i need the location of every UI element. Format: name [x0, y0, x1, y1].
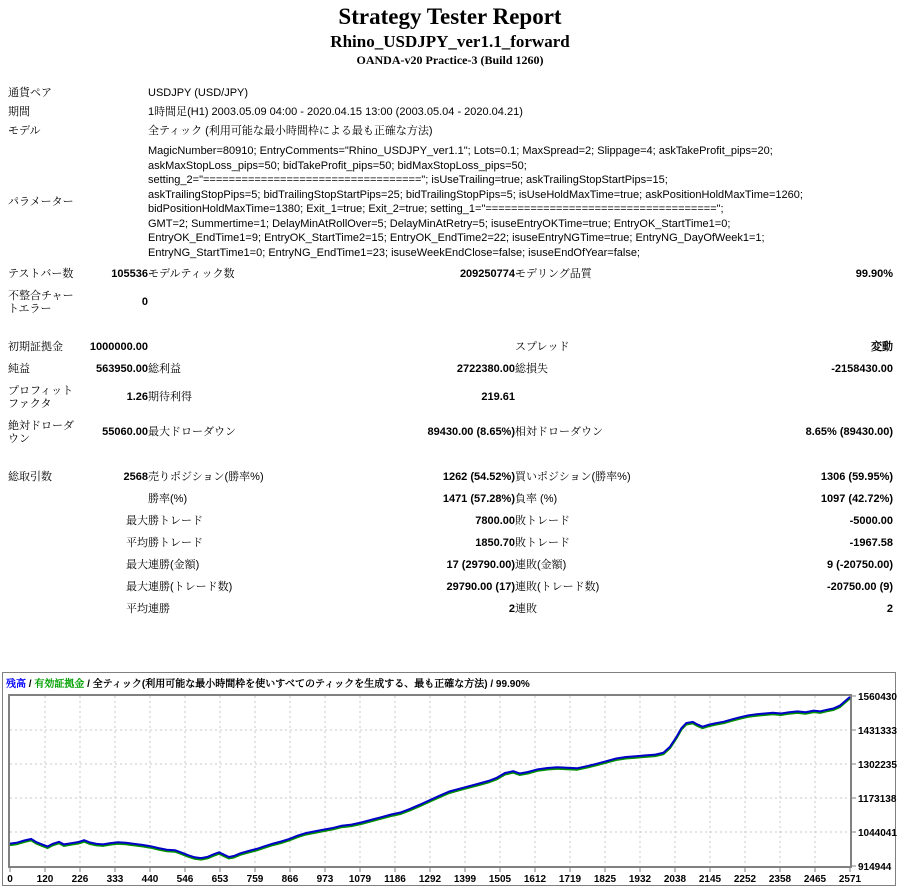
table-row [8, 466, 893, 488]
table-row [8, 532, 893, 554]
stat-label: モデルティック数 [148, 267, 235, 280]
x-axis-label: 1932 [628, 874, 652, 885]
chart-legend [6, 675, 530, 690]
parameter-line: bidPositionHoldMaxTime=1380; Exit_1=true; Exit_2=true; setting_1="===================================="; [148, 203, 724, 215]
stat-label: 敗トレード [515, 536, 570, 549]
x-axis-label: 1292 [418, 874, 442, 885]
report-table-body [8, 84, 893, 620]
spacer-row [8, 320, 893, 336]
info-row [8, 141, 893, 263]
stat-value [82, 488, 148, 510]
stat-value: 最大 [126, 580, 148, 593]
stat-label: 総取引数 [8, 470, 52, 483]
y-axis-label: 1431333 [858, 725, 897, 737]
stat-label: モデリング品質 [515, 267, 592, 280]
stat-value: 219.61 [481, 391, 515, 403]
stat-label: 期待利得 [148, 391, 192, 403]
x-axis-label: 2465 [803, 874, 827, 885]
chart-legend-segment: 有効証拠金 [34, 679, 85, 690]
expert-name: Rhino_USDJPY_ver1.1_forward [330, 32, 570, 51]
stat-label: 負率 (%) [515, 492, 558, 505]
report-table [8, 84, 893, 620]
stat-value: 105536 [111, 267, 148, 280]
stat-value: 2 [886, 602, 894, 615]
info-value: USDJPY (USD/JPY) [148, 87, 249, 99]
stat-value: 変動 [871, 340, 894, 353]
broker-build: OANDA-v20 Practice-3 (Build 1260) [356, 53, 544, 67]
stat-value: 563950.00 [96, 362, 148, 375]
x-axis-label: 1505 [488, 874, 512, 885]
stat-label: 連勝 [148, 602, 170, 615]
stat-label [8, 532, 82, 554]
info-row [8, 84, 893, 103]
stat-label [8, 488, 82, 510]
stat-label [8, 510, 82, 532]
x-axis-label: 653 [211, 874, 229, 885]
info-label: パラメーター [8, 195, 74, 208]
table-row [8, 510, 893, 532]
stat-value [663, 285, 893, 320]
chart-legend-segment: / [26, 679, 35, 690]
table-row [8, 380, 893, 415]
stat-label: 絶対ドローダウン [8, 419, 74, 445]
parameter-line: askTrailingStopPips=5; bidTrailingStopStartPips=25; bidTrailingStopPips=5; isUseHoldMaxTime=true; askPositionHoldMaxTime=1260; [148, 188, 803, 201]
table-row [8, 598, 893, 620]
table-row [8, 285, 893, 320]
x-axis-label: 546 [176, 874, 194, 885]
y-axis-label: 1044041 [858, 828, 897, 840]
stat-value [300, 336, 515, 358]
table-row [8, 263, 893, 285]
stat-label: 買いポジション(勝率%) [515, 470, 631, 483]
stat-label: 売りポジション(勝率%) [148, 470, 264, 483]
table-row [8, 554, 893, 576]
x-axis-label: 866 [281, 874, 299, 885]
stat-label [148, 285, 300, 320]
x-axis-label: 759 [246, 874, 264, 885]
stat-label: 総損失 [515, 362, 548, 375]
chart-legend-segment: 残高 [6, 679, 26, 690]
stat-label [515, 285, 663, 320]
x-axis-label: 1719 [558, 874, 582, 885]
table-row [8, 415, 893, 450]
stat-value: -1967.58 [849, 536, 894, 549]
spacer-cell [8, 320, 893, 336]
x-axis-label: 2571 [838, 874, 862, 885]
stat-value: 最大 [126, 514, 148, 527]
parameter-line: EntryNG_StartTime1=0; EntryNG_EndTime1=23; isuseWeekEndClose=false; isuseEndOfYear=false; [148, 246, 640, 259]
stat-value: 1306 (59.95%) [820, 470, 894, 483]
x-axis-label: 120 [36, 874, 54, 885]
chart-legend-segment: / [487, 679, 496, 690]
stat-value: -2158430.00 [831, 362, 894, 375]
stat-value: 平均 [126, 536, 148, 549]
x-axis-label: 2145 [698, 874, 722, 885]
stat-label: 勝トレード [148, 514, 203, 527]
stat-label [515, 380, 663, 415]
parameter-line: setting_2="=================================="; isUseTrailing=true; askTrailingStopStartPips=15; [148, 174, 668, 186]
stat-value: 最大 [126, 558, 148, 571]
stat-value: 2568 [123, 470, 148, 483]
table-row [8, 576, 893, 598]
info-row [8, 122, 893, 141]
chart-legend-segment: / [84, 679, 93, 690]
stat-value: 7800.00 [475, 514, 515, 527]
chart-legend-segment: 99.90% [495, 679, 530, 690]
y-axis-label: 914944 [858, 862, 892, 873]
parameter-line: GMT=2; Summertime=1; DelayMinAtRollOver=5; DelayMinAtRetry=5; isuseEntryOKTime=true; EntryOK_StartTime1=0; [148, 217, 731, 230]
stat-value [663, 380, 893, 415]
stat-label: 連勝(トレード数) [148, 580, 233, 593]
stat-label: 勝率(%) [148, 492, 188, 505]
y-axis-label: 1560430 [858, 692, 897, 703]
x-axis-label: 1399 [453, 874, 477, 885]
x-axis-label: 2038 [663, 874, 687, 885]
stat-value: 1471 (57.28%) [442, 492, 515, 505]
stat-label: 連敗 [515, 602, 537, 615]
stat-value: 1262 (54.52%) [442, 470, 515, 483]
spacer-row [8, 450, 893, 466]
stat-value: 9 (-20750.00) [827, 558, 894, 571]
stat-value: 89430.00 (8.65%) [427, 426, 515, 438]
report-header [0, 0, 900, 68]
stat-value: 17 (29790.00) [446, 558, 515, 571]
page-title: Strategy Tester Report [338, 4, 562, 29]
stat-value: 1.26 [126, 391, 148, 403]
parameter-line: MagicNumber=80910; EntryComments="Rhino_USDJPY_ver1.1"; Lots=0.1; MaxSpread=2; Slippage=4; askTakeProfit_pips=20; [148, 145, 773, 157]
info-value [148, 141, 893, 263]
stat-label: 不整合チャートエラー [8, 289, 74, 315]
table-row [8, 358, 893, 380]
info-label: 期間 [8, 106, 30, 118]
x-axis-label: 1612 [523, 874, 547, 885]
stat-value: -5000.00 [849, 514, 894, 527]
stat-label: 敗トレード [515, 514, 570, 527]
x-axis-label: 333 [106, 874, 124, 885]
info-value: 全ティック (利用可能な最小時間枠による最も正確な方法) [148, 125, 433, 137]
balance-chart [2, 672, 896, 886]
spacer-cell [8, 450, 893, 466]
x-axis-label: 1079 [348, 874, 372, 885]
stat-label: 連敗(金額) [515, 558, 567, 571]
stat-label: 相対ドローダウン [515, 426, 603, 438]
stat-label: 連勝(金額) [148, 558, 200, 571]
x-axis-label: 440 [141, 874, 159, 885]
stat-value: 29790.00 (17) [446, 580, 515, 593]
x-axis-label: 973 [316, 874, 334, 885]
stat-label: 最大ドローダウン [148, 426, 236, 438]
stat-value: 1850.70 [475, 536, 515, 549]
stat-label: スプレッド [515, 340, 570, 353]
x-axis-label: 1186 [384, 874, 406, 885]
stat-value: 0 [141, 296, 148, 308]
stat-value: 2722380.00 [456, 362, 515, 375]
stat-label: 総利益 [148, 362, 181, 375]
stat-label [8, 554, 82, 576]
stat-value: 平均 [126, 602, 148, 615]
stat-value [300, 285, 515, 320]
stat-label: 純益 [8, 362, 30, 375]
info-label: 通貨ペア [8, 87, 52, 99]
stat-value: 1000000.00 [89, 340, 148, 353]
x-axis-label: 0 [7, 874, 13, 885]
stat-value: 55060.00 [102, 426, 148, 438]
info-row [8, 103, 893, 122]
chart-plot [5, 692, 897, 885]
stat-value: 2 [508, 602, 515, 615]
parameter-line: EntryOK_EndTime1=9; EntryOK_StartTime2=15; EntryOK_EndTime2=22; isuseEntryNGTime=true; EntryNG_DayOfWeek1=1; [148, 232, 765, 244]
stat-label [8, 598, 82, 620]
chart-legend-segment: 全ティック(利用可能な最小時間枠を使いすべてのティックを生成する、最も正確な方法) [92, 679, 488, 690]
table-row [8, 488, 893, 510]
stat-label: プロフィットファクタ [8, 384, 74, 410]
x-axis-label: 1825 [593, 874, 617, 885]
info-label: モデル [8, 125, 41, 137]
stat-value: 209250774 [459, 267, 515, 280]
y-axis-label: 1302235 [858, 760, 897, 772]
stat-value: -20750.00 (9) [827, 580, 894, 593]
stat-value: 1097 (42.72%) [820, 492, 894, 505]
x-axis-label: 2252 [733, 874, 757, 885]
info-value: 1時間足(H1) 2003.05.09 04:00 - 2020.04.15 13:00 (2003.05.04 - 2020.04.21) [148, 106, 523, 118]
stat-label: テストバー数 [8, 267, 74, 280]
stat-value: 99.90% [855, 267, 894, 280]
stat-label: 初期証拠金 [8, 340, 63, 353]
stat-label: 連敗(トレード数) [515, 580, 600, 593]
x-axis-label: 226 [71, 874, 89, 885]
stat-label [148, 336, 300, 358]
y-axis-label: 1173138 [858, 794, 897, 806]
stat-label [8, 576, 82, 598]
stat-value: 8.65% (89430.00) [805, 426, 894, 438]
x-axis-label: 2358 [768, 874, 792, 885]
table-row [8, 336, 893, 358]
stat-label: 勝トレード [148, 536, 203, 549]
parameter-line: askMaxStopLoss_pips=50; bidTakeProfit_pips=50; bidMaxStopLoss_pips=50; [148, 159, 527, 172]
